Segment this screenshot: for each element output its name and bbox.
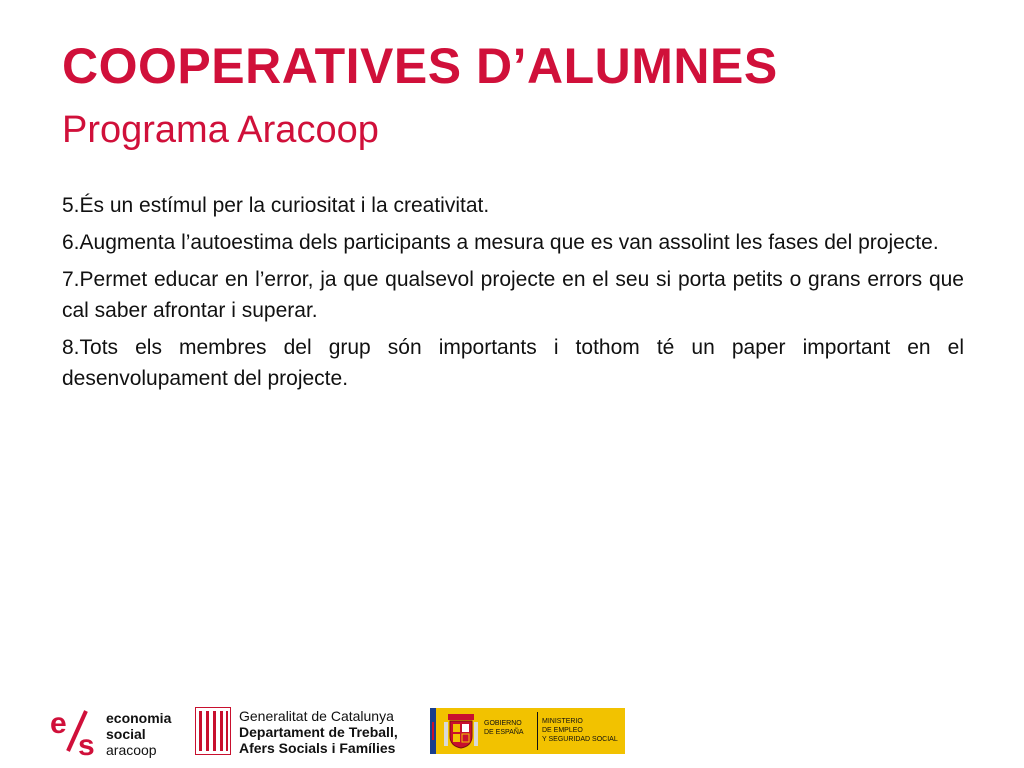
economia-social-text: [106, 710, 171, 758]
spain-flag-stripe: [432, 722, 434, 740]
gobierno-espana-logo: [430, 708, 625, 754]
coat-of-arms-icon: [444, 712, 478, 750]
ministerio-text: [542, 717, 626, 744]
senyera-icon: [195, 707, 231, 755]
slide-body: [62, 190, 964, 400]
economia-social-logo: [50, 707, 180, 757]
es-line3: aracoop: [106, 742, 157, 758]
min-line1: MINISTERIO: [542, 718, 583, 725]
slide-title: COOPERATIVES D’ALUMNES: [62, 38, 778, 94]
gen-line3: Afers Socials i Famílies: [239, 740, 396, 756]
gob-line2: DE ESPAÑA: [484, 729, 524, 736]
list-item: 6.Augmenta l’autoestima dels participants a mesura que es van assolint les fases del projecte.: [62, 231, 939, 254]
gen-line1: Generalitat de Catalunya: [239, 708, 394, 724]
list-item: 7.Permet educar en l’error, ja que qualsevol projecte en el seu si porta petits o grans errors que cal saber afrontar i superar.: [62, 268, 964, 322]
gob-line1: GOBIERNO: [484, 720, 522, 727]
list-item: 5.És un estímul per la curiositat i la creativitat.: [62, 194, 490, 217]
gobierno-divider: [537, 712, 538, 750]
min-line2: DE EMPLEO: [542, 727, 583, 734]
svg-text:e: e: [50, 707, 67, 740]
min-line3: Y SEGURIDAD SOCIAL: [542, 736, 618, 743]
generalitat-text: [239, 708, 398, 756]
es-line1: economia: [106, 710, 172, 726]
list-item: 8.Tots els membres del grup són importants i tothom té un paper important en el desenvolupament del projecte.: [62, 336, 964, 390]
gen-line2: Departament de Treball,: [239, 724, 398, 740]
es-line2: social: [106, 726, 146, 742]
footer-logos: [0, 700, 1024, 768]
generalitat-logo: [195, 707, 415, 757]
gobierno-text: [484, 719, 538, 737]
slide-subtitle: Programa Aracoop: [62, 109, 379, 151]
svg-text:s: s: [78, 729, 95, 757]
es-logo-icon: [50, 707, 102, 757]
